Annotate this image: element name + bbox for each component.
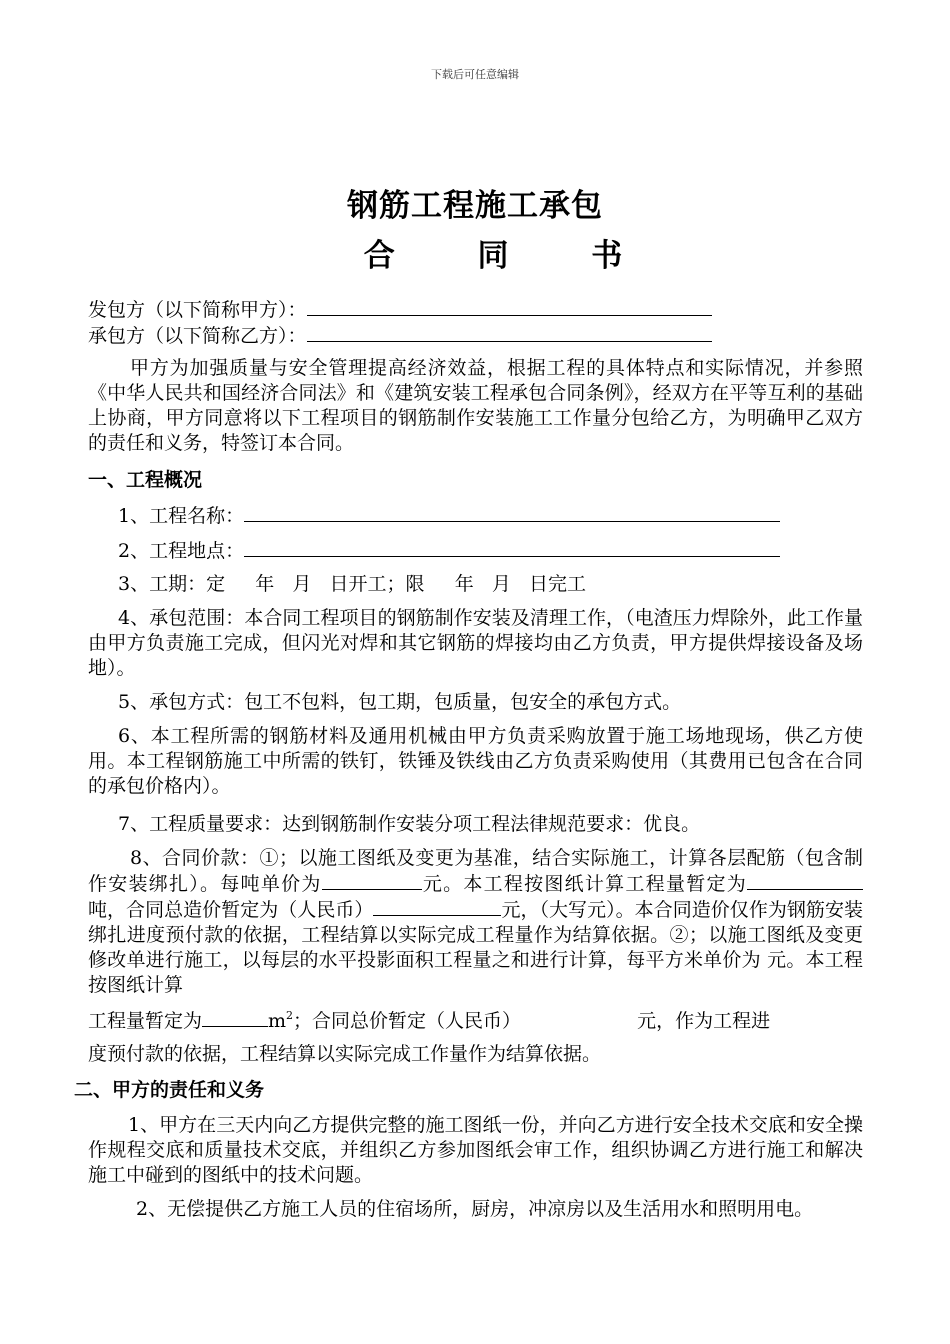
area-unit-sup: 2 bbox=[286, 1009, 294, 1022]
party-a-label: 发包方（以下简称甲方）： bbox=[88, 299, 307, 321]
scope-paragraph: 4、承包范围：本合同工程项目的钢筋制作安装及清理工作，（电渣压力焊除外，此工作量由甲方负责施工完成，但闪光对焊和其它钢筋的焊接均由乙方负责，甲方提供焊接设备及场地）。 bbox=[88, 607, 863, 679]
contract-title: 钢筋工程施工承包 bbox=[347, 188, 603, 224]
price-text-2: 元。本工程按图纸计算工程量暂定为 bbox=[421, 873, 747, 895]
unit-price-blank[interactable] bbox=[322, 871, 422, 890]
area-unit: m bbox=[268, 1010, 287, 1032]
quantity-blank[interactable] bbox=[747, 871, 863, 890]
party-b-blank[interactable] bbox=[307, 323, 712, 342]
price-text-4: 元，（大写元）。本合同造价仅作为钢筋安装绑扎进度预付款的依据，工程结算以实际完成工程量作为结算依据。②；以施工图纸及变更修改单进行施工，以每层的水平投影面积工程量之和进行计算，每平方米单价为 元。本工程按图纸计算 bbox=[88, 899, 863, 996]
contract-mode-line: 5、承包方式：包工不包料，包工期，包质量，包安全的承包方式。 bbox=[118, 691, 682, 713]
area-quantity-line bbox=[88, 1008, 770, 1034]
party-b-label: 承包方（以下简称乙方）： bbox=[88, 325, 307, 347]
schedule-line: 3、工期：定 年 月 日开工；限 年 月 日完工 bbox=[118, 573, 586, 595]
party-a-line bbox=[88, 297, 712, 323]
price-paragraph bbox=[88, 846, 863, 998]
intro-paragraph: 甲方为加强质量与安全管理提高经济效益，根据工程的具体特点和实际情况，并参照《中华人民共和国经济合同法》和《建筑安装工程承包合同条例》，经双方在平等互利的基础上协商，甲方同意将以下工程项目的钢筋制作安装施工工作量分包给乙方，为明确甲乙双方的责任和义务，特签订本合同。 bbox=[88, 357, 863, 454]
area-text-a: 工程量暂定为 bbox=[88, 1010, 203, 1032]
area-text-b: ；合同总价暂定（人民币） bbox=[293, 1010, 522, 1032]
section1-heading: 一、工程概况 bbox=[88, 469, 203, 491]
settlement-line: 度预付款的依据，工程结算以实际完成工作量作为结算依据。 bbox=[88, 1043, 602, 1065]
quality-line: 7、工程质量要求：达到钢筋制作安装分项工程法律规范要求：优良。 bbox=[118, 813, 701, 835]
price-text-1: 8、合同价款：①；以施工图纸及变更为基准，结合实际施工，计算各层配筋（包含制作安装绑扎）。每吨单价为 bbox=[88, 847, 863, 895]
price-text-3: 吨，合同总造价暂定为（人民币） bbox=[88, 899, 374, 921]
party-b-line bbox=[88, 323, 712, 349]
party-a-duty-2: 2、无偿提供乙方施工人员的住宿场所，厨房，冲凉房以及生活用水和照明用电。 bbox=[136, 1198, 814, 1220]
download-note: 下载后可任意编辑 bbox=[431, 68, 519, 81]
contract-subtitle: 合 同 书 bbox=[363, 238, 659, 274]
project-site-blank[interactable] bbox=[244, 538, 780, 557]
area-text-c: 元，作为工程进 bbox=[637, 1010, 771, 1032]
party-a-blank[interactable] bbox=[307, 297, 712, 316]
area-blank[interactable] bbox=[202, 1008, 268, 1027]
party-a-duty-1: 1、甲方在三天内向乙方提供完整的施工图纸一份，并向乙方进行安全技术交底和安全操作规程交底和质量技术交底，并组织乙方参加图纸会审工作，组织协调乙方进行施工和解决施工中碰到的图纸中的技术问题。 bbox=[88, 1114, 863, 1186]
project-name-label: 1、工程名称： bbox=[118, 505, 245, 527]
project-name-line bbox=[118, 503, 780, 529]
materials-paragraph: 6、本工程所需的钢筋材料及通用机械由甲方负责采购放置于施工场地现场，供乙方使用。本工程钢筋施工中所需的铁钉，铁锤及铁线由乙方负责采购使用（其费用已包含在合同的承包价格内）。 bbox=[88, 725, 863, 797]
project-name-blank[interactable] bbox=[244, 503, 780, 522]
project-site-label: 2、工程地点： bbox=[118, 540, 245, 562]
total-price-blank[interactable] bbox=[373, 897, 501, 916]
section2-heading: 二、甲方的责任和义务 bbox=[74, 1079, 265, 1101]
project-site-line bbox=[118, 538, 780, 564]
